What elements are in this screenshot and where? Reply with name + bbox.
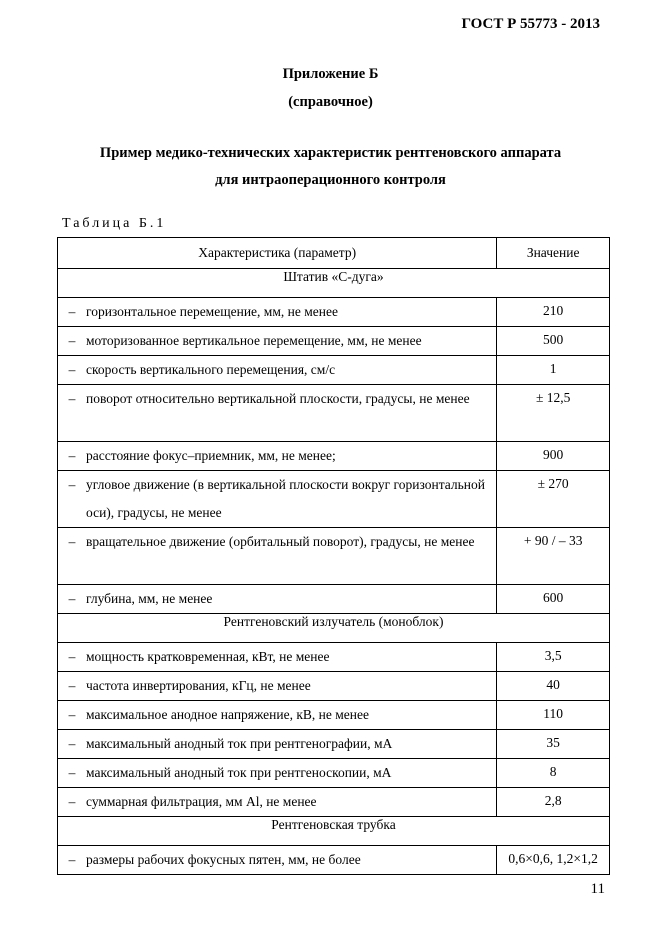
characteristic-text: угловое движение (в вертикальной плоскости вокруг горизонтальной оси), градусы, не менее: [86, 477, 485, 520]
value-text: 210: [543, 303, 564, 318]
characteristic-cell: [58, 730, 497, 759]
table-row: [58, 759, 610, 788]
section-header-row: [58, 614, 610, 643]
characteristic-cell: [58, 442, 497, 471]
list-dash: –: [68, 736, 76, 751]
value-text: 600: [543, 590, 564, 605]
value-cell: [497, 759, 610, 788]
list-dash: –: [68, 391, 76, 406]
list-dash: –: [68, 678, 76, 693]
characteristic-cell: [58, 788, 497, 817]
characteristic-cell: [58, 298, 497, 327]
list-dash: –: [68, 707, 76, 722]
list-dash: –: [68, 304, 76, 319]
table-row: [58, 585, 610, 614]
characteristic-cell: [58, 846, 497, 875]
value-text: ± 270: [537, 476, 569, 491]
characteristic-text: глубина, мм, не менее: [86, 591, 213, 606]
section-header-row: [58, 817, 610, 846]
value-cell: [497, 585, 610, 614]
characteristic-text: максимальный анодный ток при рентгенографии, мА: [86, 736, 393, 751]
table-row: [58, 327, 610, 356]
appendix-title: Приложение Б: [282, 66, 379, 82]
table-row: [58, 643, 610, 672]
value-text: 110: [543, 706, 564, 721]
value-text: 3,5: [544, 648, 562, 663]
characteristic-cell: [58, 643, 497, 672]
table-row: [58, 788, 610, 817]
characteristic-text: мощность кратковременная, кВт, не менее: [86, 649, 330, 664]
characteristic-text: моторизованное вертикальное перемещение, мм, не менее: [86, 333, 422, 348]
value-cell: [497, 471, 610, 528]
list-dash: –: [68, 649, 76, 664]
list-dash: –: [68, 534, 76, 549]
page-number: 11: [590, 881, 605, 897]
appendix-heading-line-2: для интраоперационного контроля: [215, 172, 446, 188]
table-row: [58, 730, 610, 759]
list-dash: –: [68, 448, 76, 463]
characteristic-text: поворот относительно вертикальной плоскости, градусы, не менее: [86, 391, 470, 406]
section-title: Штатив «С-дуга»: [58, 269, 610, 298]
table-row: [58, 528, 610, 585]
value-cell: [497, 643, 610, 672]
table-row: [58, 701, 610, 730]
appendix-heading-line-1: Пример медико-технических характеристик рентгеновского аппарата: [99, 145, 562, 161]
value-cell: [497, 327, 610, 356]
table-row: [58, 385, 610, 442]
characteristic-text: размеры рабочих фокусных пятен, мм, не более: [86, 852, 361, 867]
value-cell: [497, 385, 610, 442]
section-title: Рентгеновская трубка: [58, 817, 610, 846]
value-text: 8: [549, 764, 557, 779]
list-dash: –: [68, 333, 76, 348]
table-row: [58, 471, 610, 528]
table-row: [58, 672, 610, 701]
characteristic-cell: [58, 471, 497, 528]
value-cell: [497, 672, 610, 701]
table-row: [58, 356, 610, 385]
table-row: [58, 298, 610, 327]
characteristic-text: максимальное анодное напряжение, кВ, не менее: [86, 707, 369, 722]
value-cell: [497, 846, 610, 875]
value-text: 500: [543, 332, 564, 347]
list-dash: –: [68, 362, 76, 377]
table-row: [58, 846, 610, 875]
table-body: [58, 269, 610, 875]
value-cell: [497, 730, 610, 759]
value-text: + 90 / – 33: [523, 533, 583, 548]
list-dash: –: [68, 794, 76, 809]
list-dash: –: [68, 852, 76, 867]
value-text: 1: [549, 361, 557, 376]
characteristic-cell: [58, 385, 497, 442]
characteristic-text: скорость вертикального перемещения, см/с: [86, 362, 336, 377]
characteristic-cell: [58, 327, 497, 356]
characteristic-text: горизонтальное перемещение, мм, не менее: [86, 304, 338, 319]
characteristic-cell: [58, 356, 497, 385]
value-text: 40: [546, 677, 560, 692]
value-cell: [497, 298, 610, 327]
value-cell: [497, 356, 610, 385]
appendix-subtitle: (справочное): [288, 94, 373, 110]
document-code: ГОСТ Р 55773 - 2013: [461, 16, 600, 32]
section-title: Рентгеновский излучатель (моноблок): [58, 614, 610, 643]
characteristic-text: расстояние фокус–приемник, мм, не менее;: [86, 448, 336, 463]
value-text: 0,6×0,6, 1,2×1,2: [508, 851, 598, 866]
characteristic-cell: [58, 701, 497, 730]
value-cell: [497, 442, 610, 471]
characteristic-text: вращательное движение (орбитальный поворот), градусы, не менее: [86, 534, 475, 549]
value-text: 2,8: [544, 793, 562, 808]
characteristic-cell: [58, 585, 497, 614]
list-dash: –: [68, 765, 76, 780]
value-text: ± 12,5: [535, 390, 571, 405]
value-cell: [497, 701, 610, 730]
characteristic-text: частота инвертирования, кГц, не менее: [86, 678, 311, 693]
list-dash: –: [68, 477, 76, 492]
characteristic-cell: [58, 759, 497, 788]
characteristic-text: максимальный анодный ток при рентгеноскопии, мА: [86, 765, 392, 780]
value-text: 35: [546, 735, 560, 750]
section-header-row: [58, 269, 610, 298]
value-cell: [497, 788, 610, 817]
column-header-characteristic: Характеристика (параметр): [58, 238, 497, 269]
table-label: Таблица Б.1: [62, 216, 167, 231]
table-row: [58, 442, 610, 471]
value-cell: [497, 528, 610, 585]
characteristic-cell: [58, 672, 497, 701]
table-header-row: [58, 238, 610, 269]
characteristic-cell: [58, 528, 497, 585]
characteristic-text: суммарная фильтрация, мм Al, не менее: [86, 794, 317, 809]
value-text: 900: [543, 447, 564, 462]
column-header-value: Значение: [497, 238, 610, 269]
list-dash: –: [68, 591, 76, 606]
specifications-table: [57, 237, 610, 875]
